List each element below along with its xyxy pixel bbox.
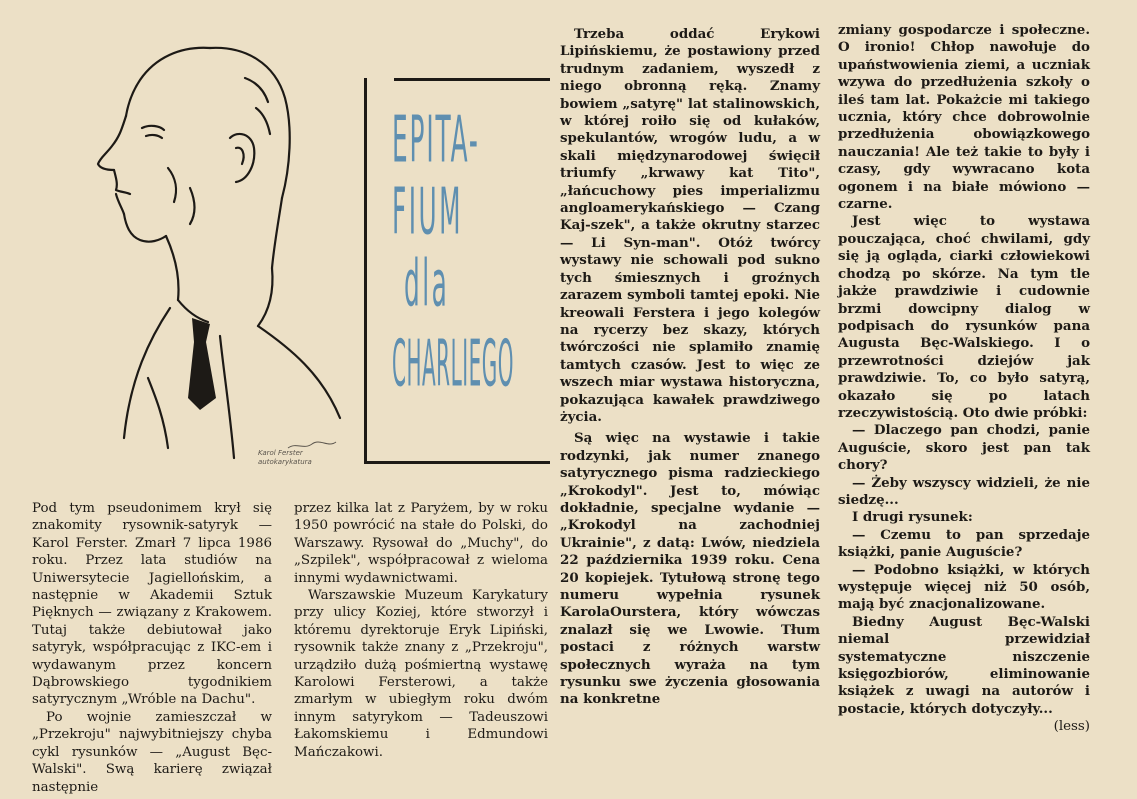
closing-text: Biedny August Bęc-Walski niemal przewidział systematyczne niszczenie księgozbiorów, eliminowanie książek z uwagi na autorów i postacie, których dotyczyły... — [838, 613, 1090, 717]
title-line: CHARLIEGO — [392, 328, 514, 402]
text-column-2 — [294, 500, 548, 761]
title-frame-top — [394, 78, 550, 81]
paragraph: Po wojnie zamieszczał w „Przekroju" najwybitniejszy chyba cykl rysunków — „August Bęc-Walski". Swą karierę związał następnie — [32, 709, 272, 795]
title-line: EPITA- — [392, 104, 480, 178]
title-frame-left — [364, 78, 367, 464]
caption-line: autokarykatura — [258, 458, 312, 466]
text-column-4 — [838, 22, 1090, 736]
paragraph: Pod tym pseudonimem krył się znakomity rysownik-satyryk — Karol Ferster. Zmarł 7 lipca 1986 roku. Przez lata studiów na Uniwersytecie Jagiellońskim, a następnie w Akademii Sztuk Pięknych — związany z Krakowem. Tutaj także debiutował jako satyryk, współpracując z IKC-em i wydawanym przez koncern Dąbrowskiego tygodnikiem satyrycznym „Wróble na Dachu". — [32, 501, 272, 708]
paragraph: I drugi rysunek: — [852, 509, 973, 526]
paragraph: — Żeby wszyscy widzieli, że nie siedzę... — [838, 474, 1090, 508]
title-line: dla — [404, 248, 450, 322]
paragraph: przez kilka lat z Paryżem, by w roku 1950 powrócić na stałe do Polski, do Warszawy. Rysował do „Muchy", do „Szpilek", współpracował z wieloma innymi wydawnictwami. — [294, 501, 548, 586]
title-line: FIUM — [392, 176, 464, 250]
paragraph: Jest więc to wystawa pouczająca, choć chwilami, gdy się ją ogląda, ciarki człowiekowi chodzą po skórze. Na tym tle jakże prawdziwie i cudownie brzmi dowcipny dialog w podpisach do rysunków pana Augusta Bęc-Walskiego. I o przewrotności dziejów jak prawdziwie. To, co było satyrą, okazało się po latach rzeczywistością. Oto dwie próbki: — [838, 213, 1090, 421]
text-column-3 — [560, 26, 820, 709]
paragraph: Są więc na wystawie i takie rodzynki, jak numer znanego satyrycznego pisma radzieckiego „Krokodyl". Jest to, mówiąc dokładnie, specjalne wydanie — „Krokodyl na zachodniej Ukrainie", z datą: Lwów, niedziela 22 października 1939 roku. Cena 20 kopiejek. Tytułową stronę tego numeru wypełnia rysunek KarolaOurstera, który wówczas znalazł się we Lwowie. Tłum postaci z różnych warstw społecznych wyraża na tym rysunku swe życzenia głosowania na konkretne — [560, 430, 820, 708]
paragraph — [838, 613, 1090, 735]
article-title-block — [364, 78, 550, 464]
paragraph: — Podobno książki, w których występuje więcej niż 50 osób, mają być znacjonalizowane. — [838, 561, 1090, 613]
paragraph: zmiany gospodarcze i społeczne. O ironio! Chłop nawołuje do upaństwowienia ziemi, a uczniak wzywa do przedłużenia szkoły o ileś tam lat. Pokażcie mi takiego ucznia, który chce dobrowolnie przedłużenia obowiązkowego nauczania! Ale też takie to były i czasy, gdy wywracano kota ogonem i na białe mówiono — czarne. — [838, 22, 1090, 213]
text-column-1 — [32, 500, 272, 796]
title-frame-bottom — [364, 461, 550, 464]
paragraph: Trzeba oddać Erykowi Lipińskiemu, że postawiony przed trudnym zadaniem, wyszedł z niego obronną ręką. Znamy bowiem „satyrę" lat stalinowskich, w której roiło się od kułaków, spekulantów, wrogów ludu, a w skali międzynarodowej święcił triumfy „krwawy kat Tito", „łańcuchowy pies imperializmu angloamerykańskiego — Czang Kaj-szek", a także okrutny starzec — Li Syn-man". Otóż twórcy wystawy nie schowali pod sukno tych śmiesznych i groźnych zarazem symboli tamtej epoki. Nie kreowali Ferstera i jego kolegów na rycerzy bez skazy, których twórczości nie splamiło znamię tamtych czasów. Jest to więc ze wszech miar wystawa historyczna, pokazująca kawałek prawdziwego życia. — [560, 26, 820, 425]
author-signature: (less) — [1053, 719, 1090, 735]
paragraph: — Czemu to pan sprzedaje książki, panie Auguście? — [838, 526, 1090, 561]
caricature-illustration — [60, 18, 360, 478]
paragraph: — Dlaczego pan chodzi, panie Auguście, skoro jest pan tak chory? — [838, 422, 1090, 474]
caption-line: Karol Ferster — [258, 449, 303, 457]
illustration-caption — [258, 449, 348, 467]
paragraph: Warszawskie Muzeum Karykatury przy ulicy Koziej, które stworzył i któremu dyrektoruje Eryk Lipiński, rysownik także znany z „Przekroju", urządziło dużą pośmiertną wystawę Karolowi Fersterowi, a także zmarłym w ubiegłym roku dwóm innym satyrykom — Tadeuszowi Łakomskiemu i Edmundowi Mańczakowi. — [294, 588, 548, 760]
